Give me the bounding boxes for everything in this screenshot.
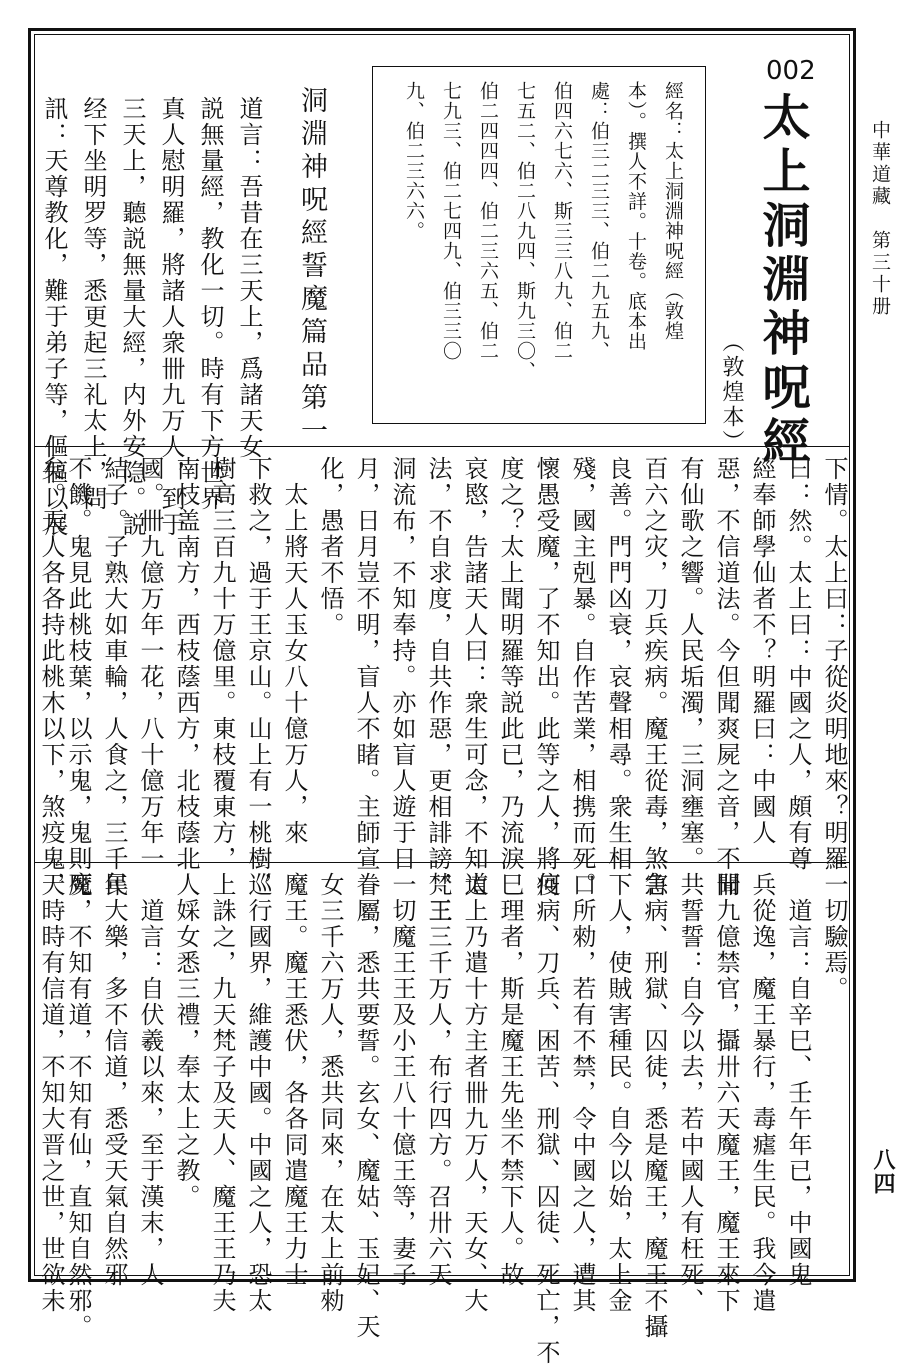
text-column: 卌九億禁官，攝卅六天魔王，魔王來下: [712, 872, 740, 1314]
text-column: 度之？太上聞明羅等説此已，乃流淚: [496, 456, 524, 872]
text-column: 眷屬，悉共要誓。玄女、魔姑、玉妃、天: [352, 872, 380, 1340]
text-column: 哀愍，告諸天人曰：衆生可念，不知道: [460, 456, 488, 898]
note-line: 伯四六七六、斯三三八九、伯二: [551, 81, 573, 361]
text-column: 一切驗焉。: [820, 872, 848, 1002]
note-line: 經名：太上洞淵神呪經（敦煌: [662, 81, 684, 341]
note-line: 九、伯二三六六。: [403, 81, 425, 241]
text-column: 洞流布，不知奉持。亦如盲人遊于日: [388, 456, 416, 872]
text-column: 魔，不知有道，不知有仙，直知自然邪。: [64, 872, 92, 1340]
note-line: 七九三、伯二七四九、伯三三〇: [440, 81, 462, 361]
text-column: 曰：然。太上曰：中國之人，頗有尊: [784, 456, 812, 872]
text-column: 不饑。鬼見此桃枝葉，以示鬼，鬼則死: [64, 456, 92, 898]
text-column: 樹高三百九十万億里。東枝覆東方，: [208, 456, 236, 872]
chapter-title: 洞淵神呪經誓魔篇品第一: [296, 86, 327, 449]
doc-number: 002: [766, 56, 816, 86]
side-label: 中華道藏 第三十册: [869, 120, 891, 318]
text-column: 道言：自伏羲以來，至于漢末，人: [136, 872, 164, 1288]
text-subtitle: （敦煌本）: [719, 330, 744, 455]
text-column: 殘，國主剋暴。自作苦業，相携而死。: [568, 456, 596, 898]
text-column: 一切魔王王及小王八十億王等，妻子: [388, 872, 416, 1288]
note-line: 七五二、伯二八九四、斯九三〇、: [514, 81, 536, 381]
text-column: 天時時有信道，不知大晋之世，世欲未: [37, 872, 65, 1314]
text-column: 下救之，過于王京山。山上有一桃樹，: [244, 456, 272, 898]
text-column: 南枝盖南方，西枝蔭西方，北枝蔭北: [172, 456, 200, 872]
text-column: 百六之灾，刀兵疾病。魔王從毒，煞害: [640, 456, 668, 898]
text-column: 道言：自辛巳、壬午年已，中國鬼: [784, 872, 812, 1288]
text-column: 法，不自求度，自共作惡，更相誹謗，三: [424, 456, 452, 924]
text-column: 人婇女悉三禮，奉太上之教。: [172, 872, 200, 1210]
text-column: 道言：吾昔在三天上，爲諸天女: [235, 96, 263, 460]
text-column: 上誅之，九天梵子及天人、魔王王乃夫: [208, 872, 236, 1314]
text-column: 懷愚受魔，了不知出。此等之人，將何: [532, 456, 560, 898]
text-column: 訊：天尊教化，難于弟子等，傴傴以展: [40, 96, 68, 538]
text-column: 良善。門門凶衰，哀聲相尋。衆生相: [604, 456, 632, 872]
note-line: 本）。撰人不詳。十卷。底本出: [625, 81, 647, 352]
page-number: 八四: [870, 1148, 896, 1196]
text-column: 經奉師學仙者不？明羅曰：中國人: [748, 456, 776, 846]
text-column: 共誓誓：自今以去，若中國人有枉死、: [676, 872, 704, 1314]
note-line: 伯二四四四、伯二三六五、伯二: [477, 81, 499, 361]
text-column: 下情。太上曰：子從炎明地來？明羅: [820, 456, 848, 872]
text-column: 結子。子熟大如車輪，人食之，三千年: [100, 456, 128, 898]
text-column: 下人，使賊害種民。自今以始，太上金: [604, 872, 632, 1314]
text-column: 月，日月豈不明，盲人不睹。主師宣: [352, 456, 380, 872]
text-column: 兵從逸，魔王暴行，毒瘧生民。我今遣: [748, 872, 776, 1314]
text-column: 巳理者，斯是魔王先坐不禁下人。故: [496, 872, 524, 1288]
text-column: 口所勑，若有不禁，令中國之人，遭其: [568, 872, 596, 1314]
note-line: 處：伯三二三三、伯二九五九、: [588, 81, 610, 361]
text-column: 魔王。魔王悉伏，各各同遣魔王力士: [280, 872, 308, 1288]
text-title: 太上洞淵神呪經: [754, 92, 810, 470]
text-column: 巡行國界，維護中國。中國之人，恐太: [244, 872, 272, 1314]
text-column: 三天上，聽説無量大經，内外安隐。説: [118, 96, 146, 538]
text-column: 梵王三千万人，布行四方。召卅六天: [424, 872, 452, 1288]
text-column: 國。卌九億万年一花，八十億万年一: [136, 456, 164, 872]
text-column: 矣。天人各各持此桃木以下，煞疫鬼，: [37, 456, 65, 898]
text-column: 真人慰明羅，將諸人衆卌九万人，到于: [157, 96, 185, 538]
text-column: 説無量經，教化一切。時有下方世界: [196, 96, 224, 512]
text-column: 疫病、刀兵、困苦、刑獄、囚徒、死亡，不: [532, 872, 560, 1366]
text-column: 化，愚者不悟。: [316, 456, 344, 638]
text-column: 太上將天人玉女八十億万人，來: [280, 456, 308, 846]
text-column: 经下坐明罗等，悉更起三礼太上，問: [79, 96, 107, 512]
text-column: 太上乃遣十方主者卌九万人，天女、大: [460, 872, 488, 1314]
text-column: 有仙歌之響。人民垢濁，三洞壅塞。: [676, 456, 704, 872]
text-column: 民大樂，多不信道，悉受天氣自然邪: [100, 872, 128, 1288]
source-note-box: [372, 66, 706, 424]
text-column: 急病、刑獄、囚徒，悉是魔王，魔王不攝: [640, 872, 668, 1340]
text-column: 惡，不信道法。今但聞爽屍之音，不聞: [712, 456, 740, 898]
text-column: 女三千六万人，悉共同來，在太上前勑: [316, 872, 344, 1314]
